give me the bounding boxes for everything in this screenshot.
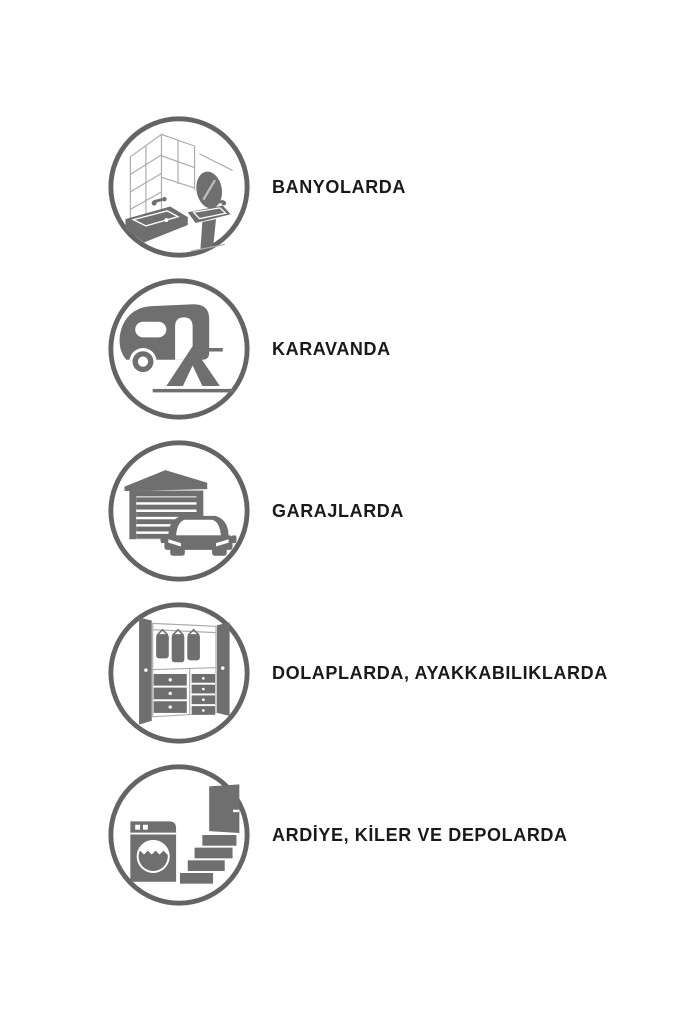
list-item-caravans	[106, 276, 608, 422]
caravan-icon	[106, 276, 252, 422]
storage-label: ARDİYE, KİLER VE DEPOLARDA	[272, 824, 568, 845]
list-item-garages	[106, 438, 608, 584]
garages-label: GARAJLARDA	[272, 500, 404, 521]
bathrooms-label: BANYOLARDA	[272, 176, 406, 197]
usage-areas-list	[106, 114, 608, 924]
list-item-storage	[106, 762, 608, 908]
list-item-closets	[106, 600, 608, 746]
storage-stairs-icon	[106, 762, 252, 908]
wardrobe-icon	[106, 600, 252, 746]
list-item-bathrooms	[106, 114, 608, 260]
bathroom-icon	[106, 114, 252, 260]
closets-label: DOLAPLARDA, AYAKKABILIKLARDA	[272, 662, 608, 683]
garage-icon	[106, 438, 252, 584]
caravans-label: KARAVANDA	[272, 338, 391, 359]
